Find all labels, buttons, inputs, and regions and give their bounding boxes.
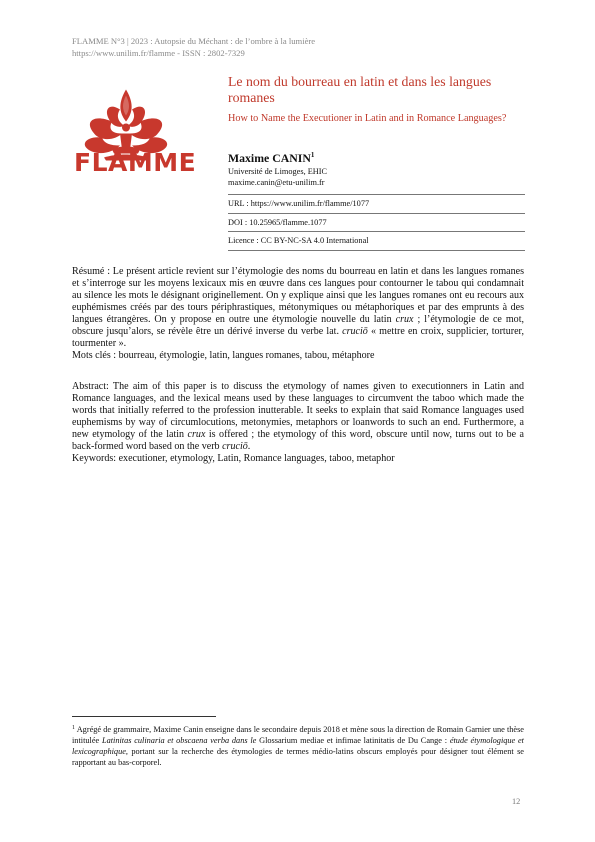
author-affiliation xyxy=(228,166,327,188)
article-doi[interactable]: DOI : 10.25965/flamme.1077 xyxy=(228,214,525,233)
footnote-separator xyxy=(72,716,216,717)
author-name-text: Maxime CANIN xyxy=(228,151,311,165)
author-email[interactable]: maxime.canin@etu-unilim.fr xyxy=(228,178,325,187)
page-number: 12 xyxy=(512,797,521,806)
running-header xyxy=(72,35,315,59)
resume-text: « mettre en croix, supplicier, torturer, tourmenter ». xyxy=(72,325,524,349)
footnote-text: , portant sur la recherche des étymologies de termes médio-latins obscurs employés pour désigner tout élément se rapportant au bas-corporel. xyxy=(72,747,524,768)
term-crucio: cruciō xyxy=(222,440,248,452)
footnote-text: Glossarium mediae et infimae latinitatis de Du Cange : xyxy=(256,736,450,746)
footnote-thesis-subtitle: étude étymologique et lexicographique xyxy=(72,736,524,757)
affiliation-text: Université de Limoges, EHIC xyxy=(228,167,328,176)
mots-cles: Mots clés : bourreau, étymologie, latin, langues romanes, tabou, métaphore xyxy=(72,349,375,361)
journal-url: https://www.unilim.fr/flamme - ISSN : 2802-7329 xyxy=(72,48,245,58)
term-crucio: cruciō xyxy=(342,325,368,337)
article-title: Le nom du bourreau en latin et dans les langues romanes xyxy=(228,74,492,105)
footnote xyxy=(72,723,524,768)
footnote-number: 1 xyxy=(72,725,75,731)
author-footnote-ref[interactable]: 1 xyxy=(310,151,315,159)
resume-text: ; l’étymologie de ce mot, obscure jusqu’alors, se révèle être un dérivé inverse du verbe lat. xyxy=(72,313,525,337)
abstract-paragraph xyxy=(72,381,524,453)
article-title-english: How to Name the Executioner in Latin and in Romance Languages? xyxy=(228,113,507,124)
footnote-thesis-title: Latinitas culinaria et obscaena verba dans le xyxy=(101,736,257,746)
article-url[interactable]: URL : https://www.unilim.fr/flamme/1077 xyxy=(228,195,525,214)
keywords: Keywords: executioner, etymology, Latin, Romance languages, taboo, metaphor xyxy=(72,452,395,464)
article-licence: Licence : CC BY-NC-SA 4.0 International xyxy=(228,232,525,251)
abstract-text: Abstract: The aim of this paper is to discuss the etymology of names given to executionners in Latin and Romance languages, and the lexical means used by these languages to circumvent the taboo which made the words that initially referred to the profession inutterable. It seeks to explain that said Romance languages used euphemisms by way of circumlocutions, metonymies, metaphors or loanwords to such an end. Furthermore, a new etymology of the latin xyxy=(72,381,524,440)
article-metadata xyxy=(228,194,525,251)
journal-line: FLAMME N°3 | 2023 : Autopsie du Méchant : de l’ombre à la lumière xyxy=(72,36,316,46)
resume-paragraph xyxy=(72,266,524,350)
resume-text: Résumé : Le présent article revient sur l’étymologie des noms du bourreau en latin et dans les langues romanes et s’interroge sur les moyens lexicaux mis en œuvre dans ces langues pour contourner le tabou qui condamnait au silence les mots le désignant originellement. On y explique ainsi que les langues romanes ont eu recours aux euphémismes créés par des tours périphrastiques, métonymiques ou métaphoriques et par des emprunts à des langues étrangères. On y propose en outre une étymologie nouvelle du latin xyxy=(72,266,524,325)
term-crux: crux xyxy=(187,428,206,440)
abstract-text: . xyxy=(247,440,251,452)
term-crux: crux xyxy=(395,313,414,325)
abstract-text: is offered ; the etymology of this word, obscure until now, turns out to be a back-formed word based on the verb xyxy=(72,428,524,452)
abstract-english xyxy=(72,381,524,465)
flamme-wordmark: FLAMME xyxy=(74,148,197,177)
abstract-french xyxy=(72,266,524,362)
author-name xyxy=(228,151,314,166)
footnote-text: Agrégé de grammaire, Maxime Canin enseigne dans le secondaire depuis 2018 et mène sous la direction de Romain Garnier une thèse intitulée xyxy=(72,725,524,746)
